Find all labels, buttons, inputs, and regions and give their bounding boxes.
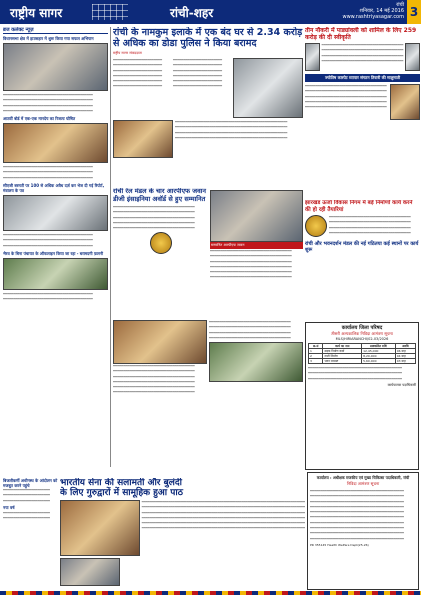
rail-story	[113, 188, 208, 318]
story-body: ━━━━━━━━━━━━━━━━━━━━━━━━ ━━━━━━━━━━━━━━━━━━━━━━━━ ━━━━━━━━━━━━━━━━━━━━━━━━ ━━━━━━━━━━━━━━━━━━━━━━━━ ━━━━━━━━━━━━━━━━━━━━━━━━ ━━━━━━━━━━━━━━━━━━━━━━━━	[113, 58, 162, 89]
notice-footer: PR 355145 Health Welfare Dept(25-26)	[310, 542, 369, 547]
jharkhand-subheadline: रांची और भवनदर्शन मंडल की नई गठितया कई स्थानों पर कार्य शुरू	[305, 241, 419, 253]
story-photo	[209, 342, 303, 382]
police-emblem-icon	[150, 232, 172, 254]
portrait-photo	[390, 84, 420, 120]
section-kicker: ब्रज कलेक्ट न्यूज़	[3, 27, 108, 34]
health-notice-subtitle: निविदा आमंत्रण सूचना	[346, 481, 380, 486]
jharkhand-story	[305, 200, 420, 320]
story-body: ━━━━━━━━━━━━━━━━━━━━━━━━━━━━━━━━━━━━━━━━ ━━━━━━━━━━━━━━━━━━━━━━━━━━━━━━━━━━━━━━━━ ━━━━━━━━━━━━━━━━━━━━━━━━━━━━━━━━━━━━━━━━ ━━━━━━━━━━━━━━━━━━━━━━━━━━━━━━━━━━━━━━━━ ━━━━━━━━━━━━━━━━━━━━━━━━━━━━━━━━━━━━━━━━ ━━━━━━━━━━━━━━━━━━━━━━━━━━━━━━━━━━━━━━━━	[113, 364, 195, 395]
story-body: ━━━━━━━━━━━━━━━━━━━━━━━ ━━━━━━━━━━━━━━━━━━━━━━━ ━━━━━━━━━━━━━━━━━━━━━━━	[3, 488, 50, 503]
story-headline: विधानसभा क्षेत्र में हाउसहार में शुरू किया गया सफल अभियान	[3, 36, 94, 41]
story-body: ━━━━━━━━━━━━━━━━━━━━━━━━━━━━━━━━━━━━━━━━━━━━━━━━━━━━━━━ ━━━━━━━━━━━━━━━━━━━━━━━━━━━━━━━━━━━━━━━━━━━━━━━━━━━━━━━ ━━━━━━━━━━━━━━━━━━━━━━━━━━━━━━━━━━━━━━━━━━━━━━━━━━━━━━━ ━━━━━━━━━━━━━━━━━━━━━━━━━━━━━━━━━━━━━━━━━━━━━━━━━━━━━━━	[175, 120, 288, 140]
bottom-photo	[60, 500, 140, 556]
section-title: रांची-शहर	[170, 6, 214, 20]
brief-headline: नया वर्ष	[3, 504, 15, 510]
notice-reference: MLS/HIRIARANCHI/02-03/2026	[335, 337, 389, 341]
column-divider	[110, 27, 111, 467]
story-body: ━━━━━━━━━━━━━━━━━━━━━━━━━━━━━━━━━━━━━━━━ ━━━━━━━━━━━━━━━━━━━━━━━━━━━━━━━━━━━━━━━━ ━━━━━━━━━━━━━━━━━━━━━━━━━━━━━━━━━━━━━━━━ ━━━━━━━━━━━━━━━━━━━━━━━━━━━━━━━━━━━━━━━━	[329, 215, 411, 235]
middle-lower-stories	[113, 320, 303, 468]
notice-title: कार्यालय जिला परिषद	[341, 325, 383, 331]
rail-photo-block	[210, 190, 303, 318]
newspaper-brand: राष्ट्रीय सागर	[10, 6, 63, 20]
story-photo	[3, 195, 108, 231]
story-body: ━━━━━━━━━━━━━━━━━━━━━━━━ ━━━━━━━━━━━━━━━━━━━━━━━━ ━━━━━━━━━━━━━━━━━━━━━━━━ ━━━━━━━━━━━━━━━━━━━━━━━━ ━━━━━━━━━━━━━━━━━━━━━━━━ ━━━━━━━━━━━━━━━━━━━━━━━━	[173, 58, 222, 89]
lead-photo	[233, 58, 303, 118]
lead-story	[113, 27, 303, 187]
page-number: 3	[407, 0, 421, 24]
bottom-photo	[60, 558, 120, 586]
right-top-headline: तीन नौकरी में पाड्यांवली को शामिल के लिए 259 करोड़ की दी स्वीकृति	[305, 27, 417, 41]
right-top-story	[305, 27, 420, 197]
story-body: ━━━━━━━━━━━━━━━━━━━━━━━━━━━━━━━━━━━━━━━━ ━━━━━━━━━━━━━━━━━━━━━━━━━━━━━━━━━━━━━━━━ ━━━━━━━━━━━━━━━━━━━━━━━━━━━━━━━━━━━━━━━━ ━━━━━━━━━━━━━━━━━━━━━━━━━━━━━━━━━━━━━━━━ ━━━━━━━━━━━━━━━━━━━━━━━━━━━━━━━━━━━━━━━━ ━━━━━━━━━━━━━━━━━━━━━━━━━━━━━━━━━━━━━━━━	[210, 249, 292, 280]
story-headline: आठवीं बोर्ड में एक-एक मानदेय का रिजल्ट घोषित	[3, 116, 76, 122]
story-body: ━━━━━━━━━━━━━━━━━━━━━━━━━━━━━━━━━━━━━━━━━━━━━━━━━━━━━━━━━━━━━━━━━━━━━━━━━━━━━━━━ ━━━━━━━━━━━━━━━━━━━━━━━━━━━━━━━━━━━━━━━━━━━━━━━━━━━━━━━━━━━━━━━━━━━━━━━━━━━━━━━━ ━━━━━━━━━━━━━━━━━━━━━━━━━━━━━━━━━━━━━━━━━━━━━━━━━━━━━━━━━━━━━━━━━━━━━━━━━━━━━━━━ ━━━━━━━━━━━━━━━━━━━━━━━━━━━━━━━━━━━━━━━━━━━━━━━━━━━━━━━━━━━━━━━━━━━━━━━━━━━━━━━━ ━━━━━━━━━━━━━━━━━━━━━━━━━━━━━━━━━━━━━━━━━━━━━━━━━━━━━━━━━━━━━━━━━━━━━━━━━━━━━━━━ ━━━━━━━━━━━━━━━━━━━━━━━━━━━━━━━━━━━━━━━━━━━━━━━━━━━━━━━━━━━━━━━━━━━━━━━━━━━━━━━━	[141, 500, 305, 531]
story-body: ━━━━━━━━━━━━━━━━━━━━━━━ ━━━━━━━━━━━━━━━━━━━━━━━	[3, 510, 50, 521]
story-headline: सीएजी बरमती पर 100 से अधिक अवैध दर्ज़ कर भेज दी गई रिपोर्ट, मंत्रालय के पत्र	[3, 183, 105, 194]
bottom-headline: भारतीय सेना की सलामती और बुलंदी के लिए गुरुद्वारों में सामूहिक हुआ पाठ	[60, 478, 183, 498]
rail-headline: रांची रेल मंडल के चार आरपीएफ जवान डीजी इंसाइनिया अवॉर्ड से हुए सम्मानित	[113, 188, 207, 203]
table-row: 1 सड़क निर्माण कार्य 12,45,000 06 माह	[309, 349, 416, 354]
story-photo	[3, 123, 108, 163]
rail-photo	[210, 190, 303, 242]
story-body: ━━━━━━━━━━━━━━━━━━━━━━━━━━━━━━━━━━━━━━━━ ━━━━━━━━━━━━━━━━━━━━━━━━━━━━━━━━━━━━━━━━ ━━━━━━━━━━━━━━━━━━━━━━━━━━━━━━━━━━━━━━━━ ━━━━━━━━━━━━━━━━━━━━━━━━━━━━━━━━━━━━━━━━ ━━━━━━━━━━━━━━━━━━━━━━━━━━━━━━━━━━━━━━━━	[305, 84, 387, 110]
health-notice-title: कार्यालय : अधीक्षक राजकीय एवं मुख्य चिकित्सा पदाधिकारी, रांची	[316, 475, 410, 480]
story-body: ━━━━━━━━━━━━━━━━━━━━━━━━━━━━━━━━━━━━━━━━━━━━ ━━━━━━━━━━━━━━━━━━━━━━━━━━━━━━━━━━━━━━━━━━━━	[3, 291, 93, 302]
story-headline: भैरव के बिना पंचायत के ऑफलाइन किया जा रहा - बरामदगी फ़लनी	[3, 250, 104, 256]
notice-body: ━━━━━━━━━━━━━━━━━━━━━━━━━━━━━━━━━━━━━━━━━━━━━━ ━━━━━━━━━━━━━━━━━━━━━━━━━━━━━━━━━━━━━━━━━━━━━━ ━━━━━━━━━━━━━━━━━━━━━━━━━━━━━━━━━━━━━━━━━━━━━━ ━━━━━━━━━━━━━━━━━━━━━━━━━━━━━━━━━━━━━━━━━━━━━━ ━━━━━━━━━━━━━━━━━━━━━━━━━━━━━━━━━━━━━━━━━━━━━━ ━━━━━━━━━━━━━━━━━━━━━━━━━━━━━━━━━━━━━━━━━━━━━━ ━━━━━━━━━━━━━━━━━━━━━━━━━━━━━━━━━━━━━━━━━━━━━━ ━━━━━━━━━━━━━━━━━━━━━━━━━━━━━━━━━━━━━━━━━━━━━━ ━━━━━━━━━━━━━━━━━━━━━━━━━━━━━━━━━━━━━━━━━━━━━━ ━━━━━━━━━━━━━━━━━━━━━━━━━━━━━━━━━━━━━━━━━━━━━━	[310, 489, 404, 541]
story-body: ━━━━━━━━━━━━━━━━━━━━━━━━━━━━━━━━━━━━━━━━━━━━ ━━━━━━━━━━━━━━━━━━━━━━━━━━━━━━━━━━━━━━━━━━━━ ━━━━━━━━━━━━━━━━━━━━━━━━━━━━━━━━━━━━━━━━━━━━	[3, 233, 93, 248]
masthead-pattern	[92, 4, 128, 20]
tender-notice	[305, 322, 419, 470]
story-banner: ज्योतिष कारपेट व्यापार संगठन तिवारी की मालुमाती	[305, 74, 420, 82]
health-notice	[307, 472, 419, 590]
portrait-photo	[405, 43, 420, 71]
registration-strip	[0, 591, 421, 595]
table-row: 2 नाली निर्माण 8,20,000 04 माह	[309, 354, 416, 359]
story-photo	[3, 43, 108, 91]
column-left	[3, 27, 108, 475]
date-line: रांची शनिवार, 14 मई 2016 www.rashtriyasagar.com	[342, 2, 404, 20]
organisation-logo-icon	[305, 215, 327, 237]
jharkhand-headline: झारखंड ऊर्जा विकास निगम में बड़े निर्माणों कार्य करने की हो रही तैयारियां	[305, 200, 413, 213]
portrait-photo	[305, 43, 320, 71]
story-body: ━━━━━━━━━━━━━━━━━━━━━━━━━━━━━━━━━━━━━━━━━━━━ ━━━━━━━━━━━━━━━━━━━━━━━━━━━━━━━━━━━━━━━━━━━━ ━━━━━━━━━━━━━━━━━━━━━━━━━━━━━━━━━━━━━━━━━━━━ ━━━━━━━━━━━━━━━━━━━━━━━━━━━━━━━━━━━━━━━━━━━━	[3, 93, 93, 113]
masthead	[0, 0, 421, 24]
story-body: ━━━━━━━━━━━━━━━━━━━━━━━━━━━━━━━━━━━━━━━━ ━━━━━━━━━━━━━━━━━━━━━━━━━━━━━━━━━━━━━━━━ ━━━━━━━━━━━━━━━━━━━━━━━━━━━━━━━━━━━━━━━━ ━━━━━━━━━━━━━━━━━━━━━━━━━━━━━━━━━━━━━━━━	[321, 43, 404, 63]
notice-body: ━━━━━━━━━━━━━━━━━━━━━━━━━━━━━━━━━━━━━━━━━━━━━━ ━━━━━━━━━━━━━━━━━━━━━━━━━━━━━━━━━━━━━━━━━━━━━━ ━━━━━━━━━━━━━━━━━━━━━━━━━━━━━━━━━━━━━━━━━━━━━━	[308, 366, 402, 381]
lead-headline: रांची के नामकुम इलाके में एक बंद घर से 2.34 करोड़ से अधिक का डोडा पुलिस ने किया बरामद	[113, 27, 303, 49]
story-photo	[113, 320, 207, 364]
lead-byline: राष्ट्रीय सागर संवाददाता	[113, 51, 142, 55]
notice-table	[308, 343, 416, 364]
photo-caption: सम्मानित आरपीएफ जवान	[210, 242, 303, 249]
story-body: ━━━━━━━━━━━━━━━━━━━━━━━━━━━━━━━━━━━━━━━━ ━━━━━━━━━━━━━━━━━━━━━━━━━━━━━━━━━━━━━━━━ ━━━━━━━━━━━━━━━━━━━━━━━━━━━━━━━━━━━━━━━━ ━━━━━━━━━━━━━━━━━━━━━━━━━━━━━━━━━━━━━━━━	[209, 320, 291, 340]
notice-headline: तीसरी अल्पकालिक निविदा आमंत्रण सूचना	[331, 331, 393, 336]
sidebar-left-bottom	[3, 478, 58, 588]
story-photo	[3, 258, 108, 290]
lead-photo	[113, 120, 173, 158]
bottom-story	[60, 478, 305, 590]
story-body: ━━━━━━━━━━━━━━━━━━━━━━━━━━━━━━━━━━━━━━━━━━━━ ━━━━━━━━━━━━━━━━━━━━━━━━━━━━━━━━━━━━━━━━━━━━ ━━━━━━━━━━━━━━━━━━━━━━━━━━━━━━━━━━━━━━━━━━━━	[3, 165, 93, 180]
table-header-row: क्र.सं कार्य का नाम प्राक्कलित राशि अवधि	[309, 344, 416, 349]
story-headline: बिजलीकर्मी अधीनस्थ के आंदोलन को मजबूत करने पहुंचे	[3, 478, 58, 488]
notice-signature: कार्यपालक पदाधिकारी	[387, 382, 416, 387]
story-body: ━━━━━━━━━━━━━━━━━━━━━━━━━━━━━━━━━━━━━━━━ ━━━━━━━━━━━━━━━━━━━━━━━━━━━━━━━━━━━━━━━━ ━━━━━━━━━━━━━━━━━━━━━━━━━━━━━━━━━━━━━━━━ ━━━━━━━━━━━━━━━━━━━━━━━━━━━━━━━━━━━━━━━━ ━━━━━━━━━━━━━━━━━━━━━━━━━━━━━━━━━━━━━━━━	[113, 205, 195, 231]
table-row: 3 भवन मरम्मत 5,60,000 03 माह	[309, 359, 416, 364]
